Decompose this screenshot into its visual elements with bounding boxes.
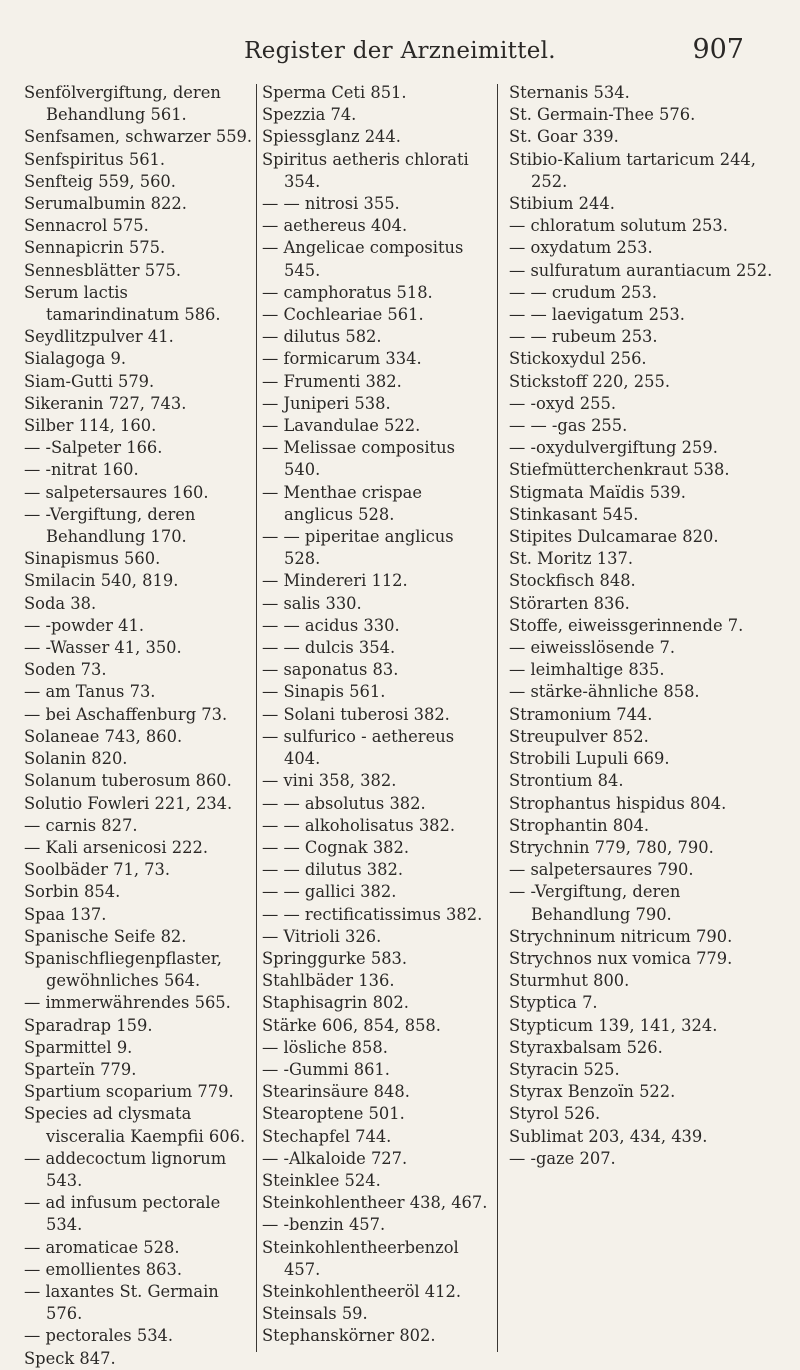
index-entry: — — laevigatum 253. xyxy=(509,305,685,325)
page-header-title: Register der Arzneimittel. xyxy=(244,38,556,64)
index-entry: Sennapicrin 575. xyxy=(24,238,166,258)
index-entry: — -Vergiftung, deren Behandlung 170. xyxy=(24,504,196,547)
index-entry: — leimhaltige 835. xyxy=(509,660,665,680)
index-entry: Styracin 525. xyxy=(509,1059,620,1079)
index-entry: Strychnos nux vomica 779. xyxy=(509,948,733,968)
index-entry: — — rubeum 253. xyxy=(509,327,658,347)
index-entry: St. Moritz 137. xyxy=(509,549,634,569)
index-entry: — — -gas 255. xyxy=(509,416,628,436)
index-entry: Sternanis 534. xyxy=(509,83,630,102)
index-entry: Serum lactis tamarindinatum 586. xyxy=(24,282,221,325)
index-entry: Sialagoga 9. xyxy=(24,349,127,369)
index-entry: Senfölvergiftung, deren Behandlung 561. xyxy=(24,83,221,125)
index-entry: Siam-Gutti 579. xyxy=(24,371,155,391)
index-entry: — aromaticae 528. xyxy=(24,1237,180,1257)
index-entry: St. Goar 339. xyxy=(509,127,619,147)
index-entry: — sulfuratum aurantiacum 252. xyxy=(509,260,773,280)
index-entry: Seydlitzpulver 41. xyxy=(24,327,174,347)
index-entry: — aethereus 404. xyxy=(262,216,408,236)
index-entry: Strophantus hispidus 804. xyxy=(509,793,727,813)
index-entry: Solanin 820. xyxy=(24,749,128,769)
index-entry: — carnis 827. xyxy=(24,815,138,835)
index-entry: — vini 358, 382. xyxy=(262,771,397,791)
index-entry: Soden 73. xyxy=(24,660,107,680)
index-entry: — chloratum solutum 253. xyxy=(509,216,728,236)
index-entry: Styrax Benzoïn 522. xyxy=(509,1082,676,1102)
index-entry: — Lavandulae 522. xyxy=(262,416,421,436)
index-entry: Stiefmütterchenkraut 538. xyxy=(509,460,730,480)
index-entry: Sparmittel 9. xyxy=(24,1037,133,1057)
index-entry: Sparteïn 779. xyxy=(24,1059,137,1079)
index-entry: — -powder 41. xyxy=(24,615,145,635)
index-entry: — addecoctum lignorum 543. xyxy=(24,1148,227,1190)
index-entry: Staphisagrin 802. xyxy=(262,993,409,1013)
index-entry: — sulfurico - aethereus 404. xyxy=(262,726,455,769)
index-entry: Styptica 7. xyxy=(509,993,598,1013)
index-entry: Smilacin 540, 819. xyxy=(24,571,179,591)
index-entry: Stockfisch 848. xyxy=(509,571,636,591)
index-entry: Species ad clysmata visceralia Kaempfii 606. xyxy=(24,1104,246,1146)
index-entry: — Melissae compositus 540. xyxy=(262,438,455,480)
index-entry: Steinkohlentheerbenzol 457. xyxy=(262,1237,459,1279)
index-entry: — -oxyd 255. xyxy=(509,393,616,413)
index-entry: — -gaze 207. xyxy=(509,1148,616,1168)
index-entry: — oxydatum 253. xyxy=(509,238,653,258)
column-divider-1 xyxy=(256,84,257,1352)
index-entry: Spanischfliegenpflaster, gewöhnliches 564. xyxy=(24,948,222,991)
index-entry: — -Gummi 861. xyxy=(262,1059,390,1079)
index-entry: Sparadrap 159. xyxy=(24,1015,153,1035)
index-entry: Sinapismus 560. xyxy=(24,549,161,569)
index-entry: Stephanskörner 802. xyxy=(262,1326,436,1346)
index-entry: — — gallici 382. xyxy=(262,882,397,902)
index-entry: — salpetersaures 160. xyxy=(24,482,209,502)
index-entry: — -Alkaloide 727. xyxy=(262,1148,408,1168)
index-entry: Strychninum nitricum 790. xyxy=(509,926,733,946)
index-entry: — — nitrosi 355. xyxy=(262,194,400,214)
index-column-2 xyxy=(262,82,494,1348)
index-entry: — immerwährendes 565. xyxy=(24,993,231,1013)
index-entry: St. Germain-Thee 576. xyxy=(509,105,696,125)
index-entry: Solanum tuberosum 860. xyxy=(24,771,232,791)
index-entry: Stramonium 744. xyxy=(509,704,653,724)
index-entry: — -oxydulvergiftung 259. xyxy=(509,438,718,458)
index-entry: Soda 38. xyxy=(24,593,97,613)
index-entry: Stickstoff 220, 255. xyxy=(509,371,671,391)
index-entry: Serumalbumin 822. xyxy=(24,194,187,214)
index-entry: — Juniperi 538. xyxy=(262,393,391,413)
index-entry: — dilutus 582. xyxy=(262,327,382,347)
index-entry: Spiessglanz 244. xyxy=(262,127,401,147)
index-entry: — -Wasser 41, 350. xyxy=(24,638,182,658)
index-entry: Sorbin 854. xyxy=(24,882,121,902)
index-entry: Stechapfel 744. xyxy=(262,1126,392,1146)
index-entry: — -Salpeter 166. xyxy=(24,438,163,458)
index-entry: — ad infusum pectorale 534. xyxy=(24,1193,221,1235)
index-entry: Spartium scoparium 779. xyxy=(24,1082,234,1102)
index-entry: Strobili Lupuli 669. xyxy=(509,749,670,769)
index-entry: Störarten 836. xyxy=(509,593,630,613)
index-entry: — -nitrat 160. xyxy=(24,460,139,480)
index-entry: Spiritus aetheris chlorati 354. xyxy=(262,149,469,191)
index-entry: — Angelicae compositus 545. xyxy=(262,238,464,280)
index-entry: Stypticum 139, 141, 324. xyxy=(509,1015,718,1035)
index-entry: Solaneae 743, 860. xyxy=(24,726,183,746)
index-entry: Stipites Dulcamarae 820. xyxy=(509,527,719,547)
index-entry: — Sinapis 561. xyxy=(262,682,386,702)
index-entry: — formicarum 334. xyxy=(262,349,422,369)
index-entry: — -benzin 457. xyxy=(262,1215,386,1235)
index-entry: Stibio-Kalium tartaricum 244, 252. xyxy=(509,149,756,191)
index-entry: — Mindereri 112. xyxy=(262,571,408,591)
index-entry: Silber 114, 160. xyxy=(24,416,157,436)
index-entry: Streupulver 852. xyxy=(509,726,649,746)
index-entry: Steinkohlentheer 438, 467. xyxy=(262,1193,488,1213)
index-entry: — emollientes 863. xyxy=(24,1259,183,1279)
index-entry: Stahlbäder 136. xyxy=(262,971,395,991)
index-entry: Stärke 606, 854, 858. xyxy=(262,1015,441,1035)
index-entry: Stickoxydul 256. xyxy=(509,349,647,369)
index-entry: Sperma Ceti 851. xyxy=(262,83,407,102)
index-entry: Soolbäder 71, 73. xyxy=(24,860,171,880)
index-entry: — — rectificatissimus 382. xyxy=(262,904,483,924)
index-entry: Senfsamen, schwarzer 559. xyxy=(24,127,253,147)
index-entry: Stigmata Maïdis 539. xyxy=(509,482,686,502)
index-entry: Strychnin 779, 780, 790. xyxy=(509,837,714,857)
index-entry: Strontium 84. xyxy=(509,771,624,791)
index-entry: Stinkasant 545. xyxy=(509,504,639,524)
index-entry: Steinkohlentheeröl 412. xyxy=(262,1281,462,1301)
index-entry: Spezzia 74. xyxy=(262,105,357,125)
index-entry: — Menthae crispae anglicus 528. xyxy=(262,482,423,524)
index-entry: — laxantes St. Germain 576. xyxy=(24,1281,219,1324)
index-entry: — lösliche 858. xyxy=(262,1037,388,1057)
index-entry: — Frumenti 382. xyxy=(262,371,402,391)
index-entry: Sennacrol 575. xyxy=(24,216,149,236)
index-entry: Spanische Seife 82. xyxy=(24,926,187,946)
index-entry: — — piperitae anglicus 528. xyxy=(262,527,454,569)
index-entry: Sikeranin 727, 743. xyxy=(24,393,187,413)
index-entry: Stearinsäure 848. xyxy=(262,1082,410,1102)
index-entry: Stibium 244. xyxy=(509,194,615,214)
index-entry: — pectorales 534. xyxy=(24,1326,174,1346)
index-entry: Senfspiritus 561. xyxy=(24,149,166,169)
index-entry: Stoffe, eiweissgerinnende 7. xyxy=(509,615,744,635)
index-entry: Spaa 137. xyxy=(24,904,107,924)
index-entry: — — crudum 253. xyxy=(509,282,658,302)
index-entry: Styraxbalsam 526. xyxy=(509,1037,663,1057)
index-entry: — — alkoholisatus 382. xyxy=(262,815,456,835)
index-entry: — Kali arsenicosi 222. xyxy=(24,837,208,857)
index-entry: — — Cognak 382. xyxy=(262,837,410,857)
index-entry: Springgurke 583. xyxy=(262,948,408,968)
index-entry: — saponatus 83. xyxy=(262,660,399,680)
index-entry: — -Vergiftung, deren Behandlung 790. xyxy=(509,882,681,924)
index-entry: — am Tanus 73. xyxy=(24,682,156,702)
index-column-3 xyxy=(509,82,779,1170)
index-entry: Strophantin 804. xyxy=(509,815,650,835)
index-entry: — — dilutus 382. xyxy=(262,860,404,880)
index-entry: — Cochleariae 561. xyxy=(262,305,424,325)
index-entry: Stearoptene 501. xyxy=(262,1104,405,1124)
index-entry: Senfteig 559, 560. xyxy=(24,171,176,191)
index-entry: — bei Aschaffenburg 73. xyxy=(24,704,228,724)
index-entry: Steinsals 59. xyxy=(262,1304,368,1324)
index-entry: Speck 847. xyxy=(24,1348,116,1368)
column-divider-2 xyxy=(497,84,498,1352)
index-entry: — Vitrioli 326. xyxy=(262,926,382,946)
index-column-1 xyxy=(24,82,256,1370)
index-entry: — Solani tuberosi 382. xyxy=(262,704,450,724)
index-entry: — — dulcis 354. xyxy=(262,638,396,658)
index-entry: — salis 330. xyxy=(262,593,362,613)
index-entry: Styrol 526. xyxy=(509,1104,601,1124)
index-entry: Sublimat 203, 434, 439. xyxy=(509,1126,708,1146)
index-entry: — — absolutus 382. xyxy=(262,793,426,813)
index-entry: — salpetersaures 790. xyxy=(509,860,694,880)
page-number: 907 xyxy=(692,34,744,65)
index-entry: — stärke-ähnliche 858. xyxy=(509,682,700,702)
index-entry: Steinklee 524. xyxy=(262,1170,381,1190)
index-entry: — — acidus 330. xyxy=(262,615,400,635)
index-entry: — camphoratus 518. xyxy=(262,282,433,302)
index-entry: Sturmhut 800. xyxy=(509,971,630,991)
index-entry: Sennesblätter 575. xyxy=(24,260,182,280)
index-entry: — eiweisslösende 7. xyxy=(509,638,676,658)
index-entry: Solutio Fowleri 221, 234. xyxy=(24,793,233,813)
